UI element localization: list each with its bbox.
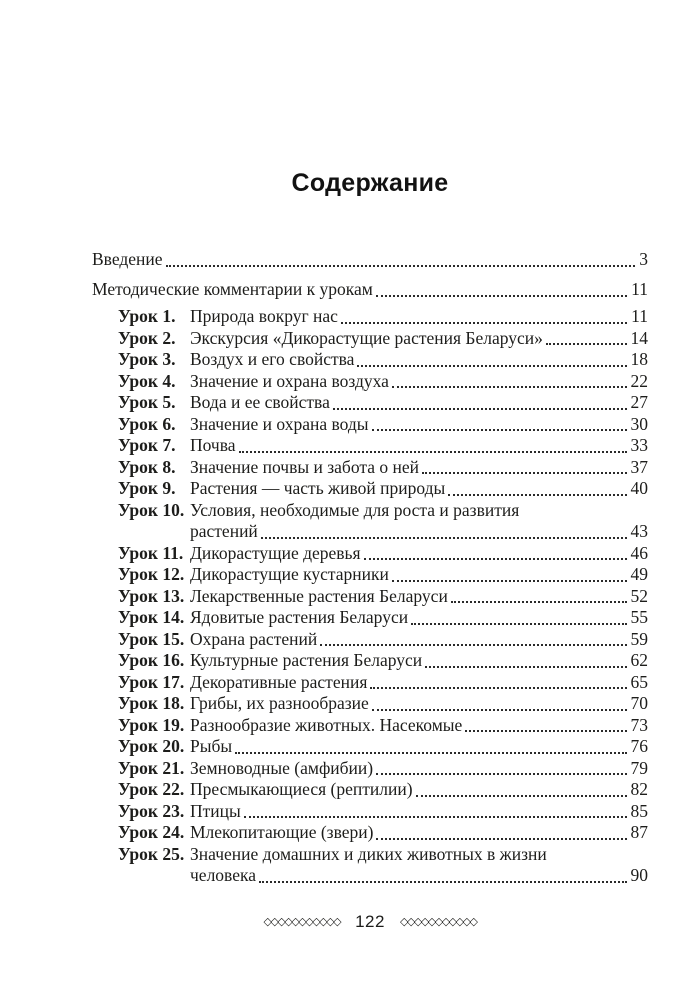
toc-row [92,457,648,479]
toc-leader-dots [376,838,626,840]
toc-entry-label: Урок 24. [118,822,185,842]
toc-page-number: 70 [630,693,648,713]
toc-page-number: 40 [630,478,648,498]
toc-entry-title: Птицы [190,800,241,821]
toc-page-number: 55 [630,607,648,627]
toc-row [92,564,648,586]
toc-entry-label: Урок 8. [118,456,176,477]
toc-entry-title: растений [190,521,258,541]
toc-entry-title: Введение [92,249,163,269]
toc-row [92,414,648,436]
toc-page-number: 3 [639,249,648,269]
toc-row [92,249,648,271]
toc-entry-title: Значение почвы и забота о ней [190,456,419,477]
page-title: Содержание [291,169,449,197]
toc-page-number: 65 [630,671,648,692]
toc-row [92,758,648,780]
toc-entry-title: Земноводные (амфибии) [190,757,374,778]
toc-row [92,543,648,565]
toc-row [92,844,648,866]
toc-leader-dots [376,773,626,775]
toc-entry-label: Урок 7. [118,435,176,455]
toc-entry-label: Урок 16. [118,650,185,670]
toc-leader-dots [364,558,627,560]
toc-row [92,586,648,608]
toc-entry-title: человека [190,865,256,885]
toc-entry-title: Рыбы [190,736,233,756]
toc-entry-title: Природа вокруг нас [190,306,338,326]
toc-leader-dots [357,365,626,367]
toc-row [92,435,648,457]
toc-entry-title: Значение и охрана воды [190,413,369,434]
toc-entry-label: Урок 4. [118,370,176,391]
toc-entry-label: Урок 14. [118,607,185,627]
toc-entry-label: Урок 3. [118,349,176,369]
toc-leader-dots [239,451,627,453]
toc-leader-dots [546,343,627,345]
toc-row [92,521,648,543]
toc-entry-title: Разнообразие животных. Насекомые [190,714,463,735]
toc-page-number: 82 [630,779,648,799]
toc-entry-label: Урок 1. [118,306,176,326]
toc-entry-title: Растения — часть живой природы [190,478,446,498]
toc-leader-dots [416,795,627,797]
toc-page-number: 46 [630,542,648,563]
toc-entry-label: Урок 9. [118,478,176,498]
toc-page-number: 22 [630,370,648,391]
toc-entry-label: Урок 11. [118,542,184,563]
book-page [92,0,648,1000]
toc-leader-dots [425,666,626,668]
toc-entry-label: Урок 19. [118,714,185,735]
toc-row [92,693,648,715]
toc-leader-dots [372,709,627,711]
toc-page-number: 73 [630,714,648,735]
diamond-ornament-right: ◇◇◇◇◇◇◇◇◇◇◇ [399,915,477,928]
toc-page-number: 87 [630,822,648,842]
toc-page-number: 18 [630,349,648,369]
toc-page-number: 79 [630,757,648,778]
toc-leader-dots [244,816,627,818]
page-number: 122 [355,912,385,931]
toc-page-number: 11 [631,306,648,326]
toc-row [92,371,648,393]
toc-entry-label: Урок 17. [118,671,185,692]
toc-page-number: 11 [631,279,648,299]
toc-leader-dots [341,322,627,324]
diamond-ornament-left: ◇◇◇◇◇◇◇◇◇◇◇ [263,915,341,928]
toc-page-number: 14 [630,327,648,348]
toc-leader-dots [235,752,626,754]
toc-leader-dots [451,601,627,603]
toc-entry-title: Почва [190,435,236,455]
toc-leader-dots [370,687,626,689]
toc-entry-title: Значение и охрана воздуха [190,370,389,391]
toc-leader-dots [465,730,626,732]
toc-page-number: 37 [630,456,648,477]
toc-page-number: 52 [630,585,648,606]
toc-row [92,779,648,801]
toc-entry-label: Урок 22. [118,779,185,799]
toc-entry-label: Урок 2. [118,327,176,348]
toc-page-number: 76 [630,736,648,756]
toc-entry-title: Воздух и его свойства [190,349,355,369]
toc-row [92,607,648,629]
toc-leader-dots [372,429,627,431]
toc-row [92,306,648,328]
toc-leader-dots [392,580,627,582]
toc-leader-dots [376,295,627,297]
toc-page-number: 33 [630,435,648,455]
toc-entry-title: Вода и ее свойства [190,392,330,412]
toc-page-number: 27 [630,392,648,412]
toc-entry-label: Урок 25. [118,843,185,864]
toc-leader-dots [392,386,627,388]
toc-entry-title: Лекарственные растения Беларуси [190,585,448,606]
toc-row [92,801,648,823]
toc-entry-title: Экскурсия «Дикорастущие растения Беларуси» [190,327,543,348]
toc-entry-title: Охрана растений [190,628,318,649]
toc-entry-label: Урок 12. [118,564,185,584]
toc-row [92,650,648,672]
toc-entry-title: Условия, необходимые для роста и развития [190,499,520,520]
toc-entry-label: Урок 20. [118,736,185,756]
toc-page-number: 30 [630,413,648,434]
toc-leader-dots [259,881,627,883]
toc-entry-label: Урок 21. [118,757,185,778]
toc-page-number: 59 [630,628,648,649]
toc-row [92,736,648,758]
toc-leader-dots [411,623,626,625]
toc-entry-title: Методические комментарии к урокам [92,279,373,299]
toc-entry-label: Урок 5. [118,392,176,412]
toc-entry-title: Ядовитые растения Беларуси [190,607,409,627]
toc-leader-dots [261,537,627,539]
toc-row [92,500,648,522]
toc-entry-title: Млекопитающие (звери) [190,822,374,842]
toc-entry-label: Урок 6. [118,413,176,434]
toc-entry-title: Дикорастущие деревья [190,542,361,563]
toc-row [92,328,648,350]
toc-row [92,822,648,844]
toc-leader-dots [320,644,626,646]
toc-entry-title: Декоративные растения [190,671,368,692]
toc-entry-title: Грибы, их разнообразие [190,693,369,713]
toc-row [92,715,648,737]
toc-row [92,629,648,651]
toc-leader-dots [422,472,627,474]
toc-entry-title: Пресмыкающиеся (рептилии) [190,779,413,799]
table-of-contents [92,249,648,887]
toc-row [92,672,648,694]
toc-entry-label: Урок 18. [118,693,185,713]
toc-entry-title: Значение домашних и диких животных в жизни [190,843,547,864]
toc-leader-dots [333,408,627,410]
toc-page-number: 49 [630,564,648,584]
toc-page-number: 85 [630,800,648,821]
toc-entry-label: Урок 15. [118,628,185,649]
toc-row [92,279,648,301]
toc-row [92,865,648,887]
toc-entry-title: Дикорастущие кустарники [190,564,389,584]
toc-row [92,349,648,371]
toc-entry-label: Урок 13. [118,585,185,606]
toc-page-number: 62 [630,650,648,670]
toc-leader-dots [448,494,626,496]
toc-page-number: 90 [630,865,648,885]
toc-leader-dots [166,265,636,267]
toc-entry-label: Урок 10. [118,499,185,520]
page-footer [92,913,648,930]
toc-page-number: 43 [630,521,648,541]
toc-row [92,478,648,500]
toc-row [92,392,648,414]
toc-entry-label: Урок 23. [118,800,185,821]
toc-entry-title: Культурные растения Беларуси [190,650,423,670]
